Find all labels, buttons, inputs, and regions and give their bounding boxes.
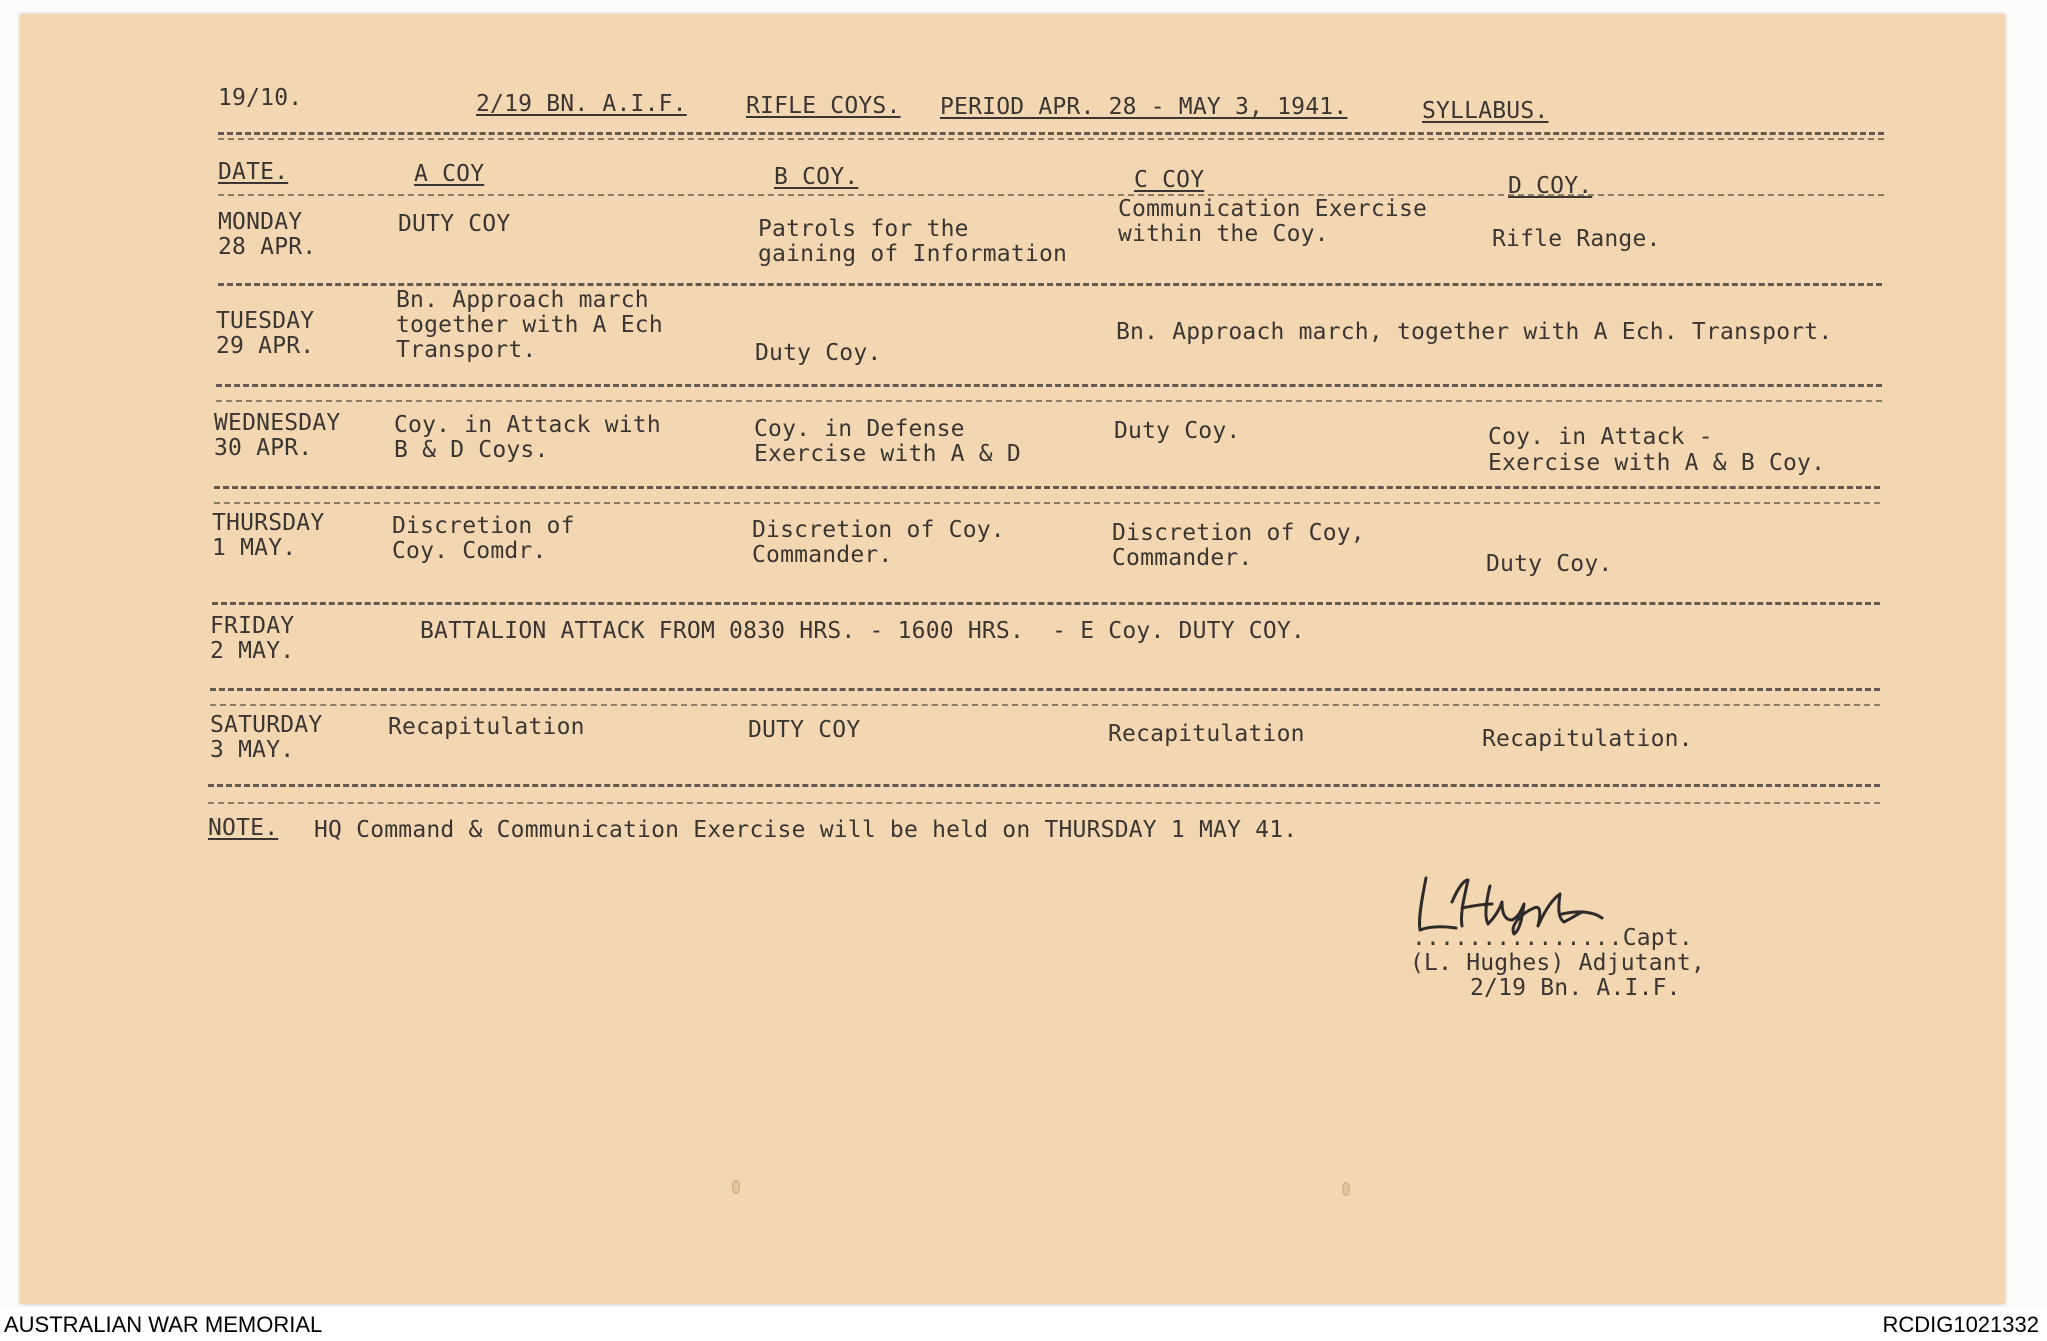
row-wednesday-d-coy-line1: Coy. in Attack - xyxy=(1488,424,1713,450)
row-tuesday-b-coy: Duty Coy. xyxy=(755,340,882,366)
signature-capt-line: ...............Capt. xyxy=(1412,925,1693,951)
row-saturday-day: SATURDAY xyxy=(210,712,323,738)
row-monday-date: 28 APR. xyxy=(218,234,317,260)
archive-record-id: RCDIG1021332 xyxy=(1882,1312,2039,1337)
column-header-rule xyxy=(218,194,1884,196)
row-saturday-a-coy: Recapitulation xyxy=(388,714,585,740)
row-thursday-a-coy-line1: Discretion of xyxy=(392,513,575,539)
row-monday-day: MONDAY xyxy=(218,209,303,235)
note-label: NOTE. xyxy=(208,815,279,841)
row-wednesday-b-coy-line2: Exercise with A & D xyxy=(754,441,1021,467)
archive-name: AUSTRALIAN WAR MEMORIAL xyxy=(4,1312,323,1337)
row-saturday-date: 3 MAY. xyxy=(210,737,295,763)
row-thursday-day: THURSDAY xyxy=(212,510,325,536)
syllabus-sheet xyxy=(20,14,2005,1304)
paper-punch-mark xyxy=(1342,1182,1350,1196)
unit-name: 2/19 BN. A.I.F. xyxy=(476,91,687,117)
header-rule xyxy=(218,132,1884,135)
row-rule-5 xyxy=(210,688,1880,691)
row-thursday-c-coy-line1: Discretion of Coy, xyxy=(1112,520,1365,546)
row-tuesday-a-coy-line2: together with A Ech xyxy=(396,312,663,338)
signature-name-adjutant: (L. Hughes) Adjutant, xyxy=(1410,950,1705,976)
row-thursday-date: 1 MAY. xyxy=(212,535,297,561)
row-wednesday-day: WEDNESDAY xyxy=(214,410,341,436)
syllabus-heading: SYLLABUS. xyxy=(1422,98,1549,124)
row-rule-5-lower xyxy=(210,704,1880,706)
row-tuesday-date: 29 APR. xyxy=(216,333,315,359)
row-rule-6-lower xyxy=(208,802,1880,804)
column-header-a-coy: A COY xyxy=(414,161,485,187)
archive-footer xyxy=(0,1308,2047,1341)
document-reference: 19/10. xyxy=(218,85,303,111)
row-tuesday-a-coy-line3: Transport. xyxy=(396,337,537,363)
row-tuesday-a-coy-line1: Bn. Approach march xyxy=(396,287,649,313)
column-header-date: DATE. xyxy=(218,159,289,185)
row-friday-day: FRIDAY xyxy=(210,613,295,639)
row-rule-3 xyxy=(214,486,1880,489)
row-saturday-c-coy: Recapitulation xyxy=(1108,721,1305,747)
row-thursday-b-coy-line1: Discretion of Coy. xyxy=(752,517,1005,543)
rifle-coys-heading: RIFLE COYS. xyxy=(746,93,901,119)
row-wednesday-c-coy: Duty Coy. xyxy=(1114,418,1241,444)
row-saturday-d-coy: Recapitulation. xyxy=(1482,726,1693,752)
row-monday-a-coy: DUTY COY xyxy=(398,211,511,237)
row-monday-b-coy-line2: gaining of Information xyxy=(758,241,1068,267)
note-text: HQ Command & Communication Exercise will be held on THURSDAY 1 MAY 41. xyxy=(314,817,1298,843)
row-monday-c-coy-line2: within the Coy. xyxy=(1118,221,1329,247)
row-rule-2-lower xyxy=(216,400,1882,402)
row-monday-b-coy-line1: Patrols for the xyxy=(758,216,969,242)
row-monday-d-coy: Rifle Range. xyxy=(1492,226,1661,252)
row-rule-1 xyxy=(218,283,1882,286)
row-thursday-b-coy-line2: Commander. xyxy=(752,542,893,568)
row-thursday-c-coy-line2: Commander. xyxy=(1112,545,1253,571)
row-saturday-b-coy: DUTY COY xyxy=(748,717,861,743)
column-header-d-coy: D COY. xyxy=(1508,173,1593,199)
row-wednesday-a-coy-line2: B & D Coys. xyxy=(394,437,549,463)
row-rule-4 xyxy=(212,602,1880,605)
header-rule-lower xyxy=(218,138,1884,140)
row-wednesday-b-coy-line1: Coy. in Defense xyxy=(754,416,965,442)
row-friday-battalion-attack: BATTALION ATTACK FROM 0830 HRS. - 1600 HRS. - E Coy. DUTY COY. xyxy=(420,618,1305,644)
row-wednesday-a-coy-line1: Coy. in Attack with xyxy=(394,412,661,438)
row-wednesday-d-coy-line2: Exercise with A & B Coy. xyxy=(1488,450,1826,476)
paper-punch-mark xyxy=(732,1180,740,1194)
row-monday-c-coy-line1: Communication Exercise xyxy=(1118,196,1428,222)
period-heading: PERIOD APR. 28 - MAY 3, 1941. xyxy=(940,94,1348,120)
column-header-b-coy: B COY. xyxy=(774,164,859,190)
signature-unit: 2/19 Bn. A.I.F. xyxy=(1470,975,1681,1001)
column-header-c-coy: C COY xyxy=(1134,167,1205,193)
row-rule-3-lower xyxy=(214,502,1880,504)
row-tuesday-c-d-coy: Bn. Approach march, together with A Ech. Transport. xyxy=(1116,319,1833,345)
row-friday-date: 2 MAY. xyxy=(210,638,295,664)
row-tuesday-day: TUESDAY xyxy=(216,308,315,334)
row-rule-2 xyxy=(216,384,1882,387)
row-thursday-d-coy: Duty Coy. xyxy=(1486,551,1613,577)
row-wednesday-date: 30 APR. xyxy=(214,435,313,461)
row-rule-6 xyxy=(208,784,1880,787)
row-thursday-a-coy-line2: Coy. Comdr. xyxy=(392,538,547,564)
